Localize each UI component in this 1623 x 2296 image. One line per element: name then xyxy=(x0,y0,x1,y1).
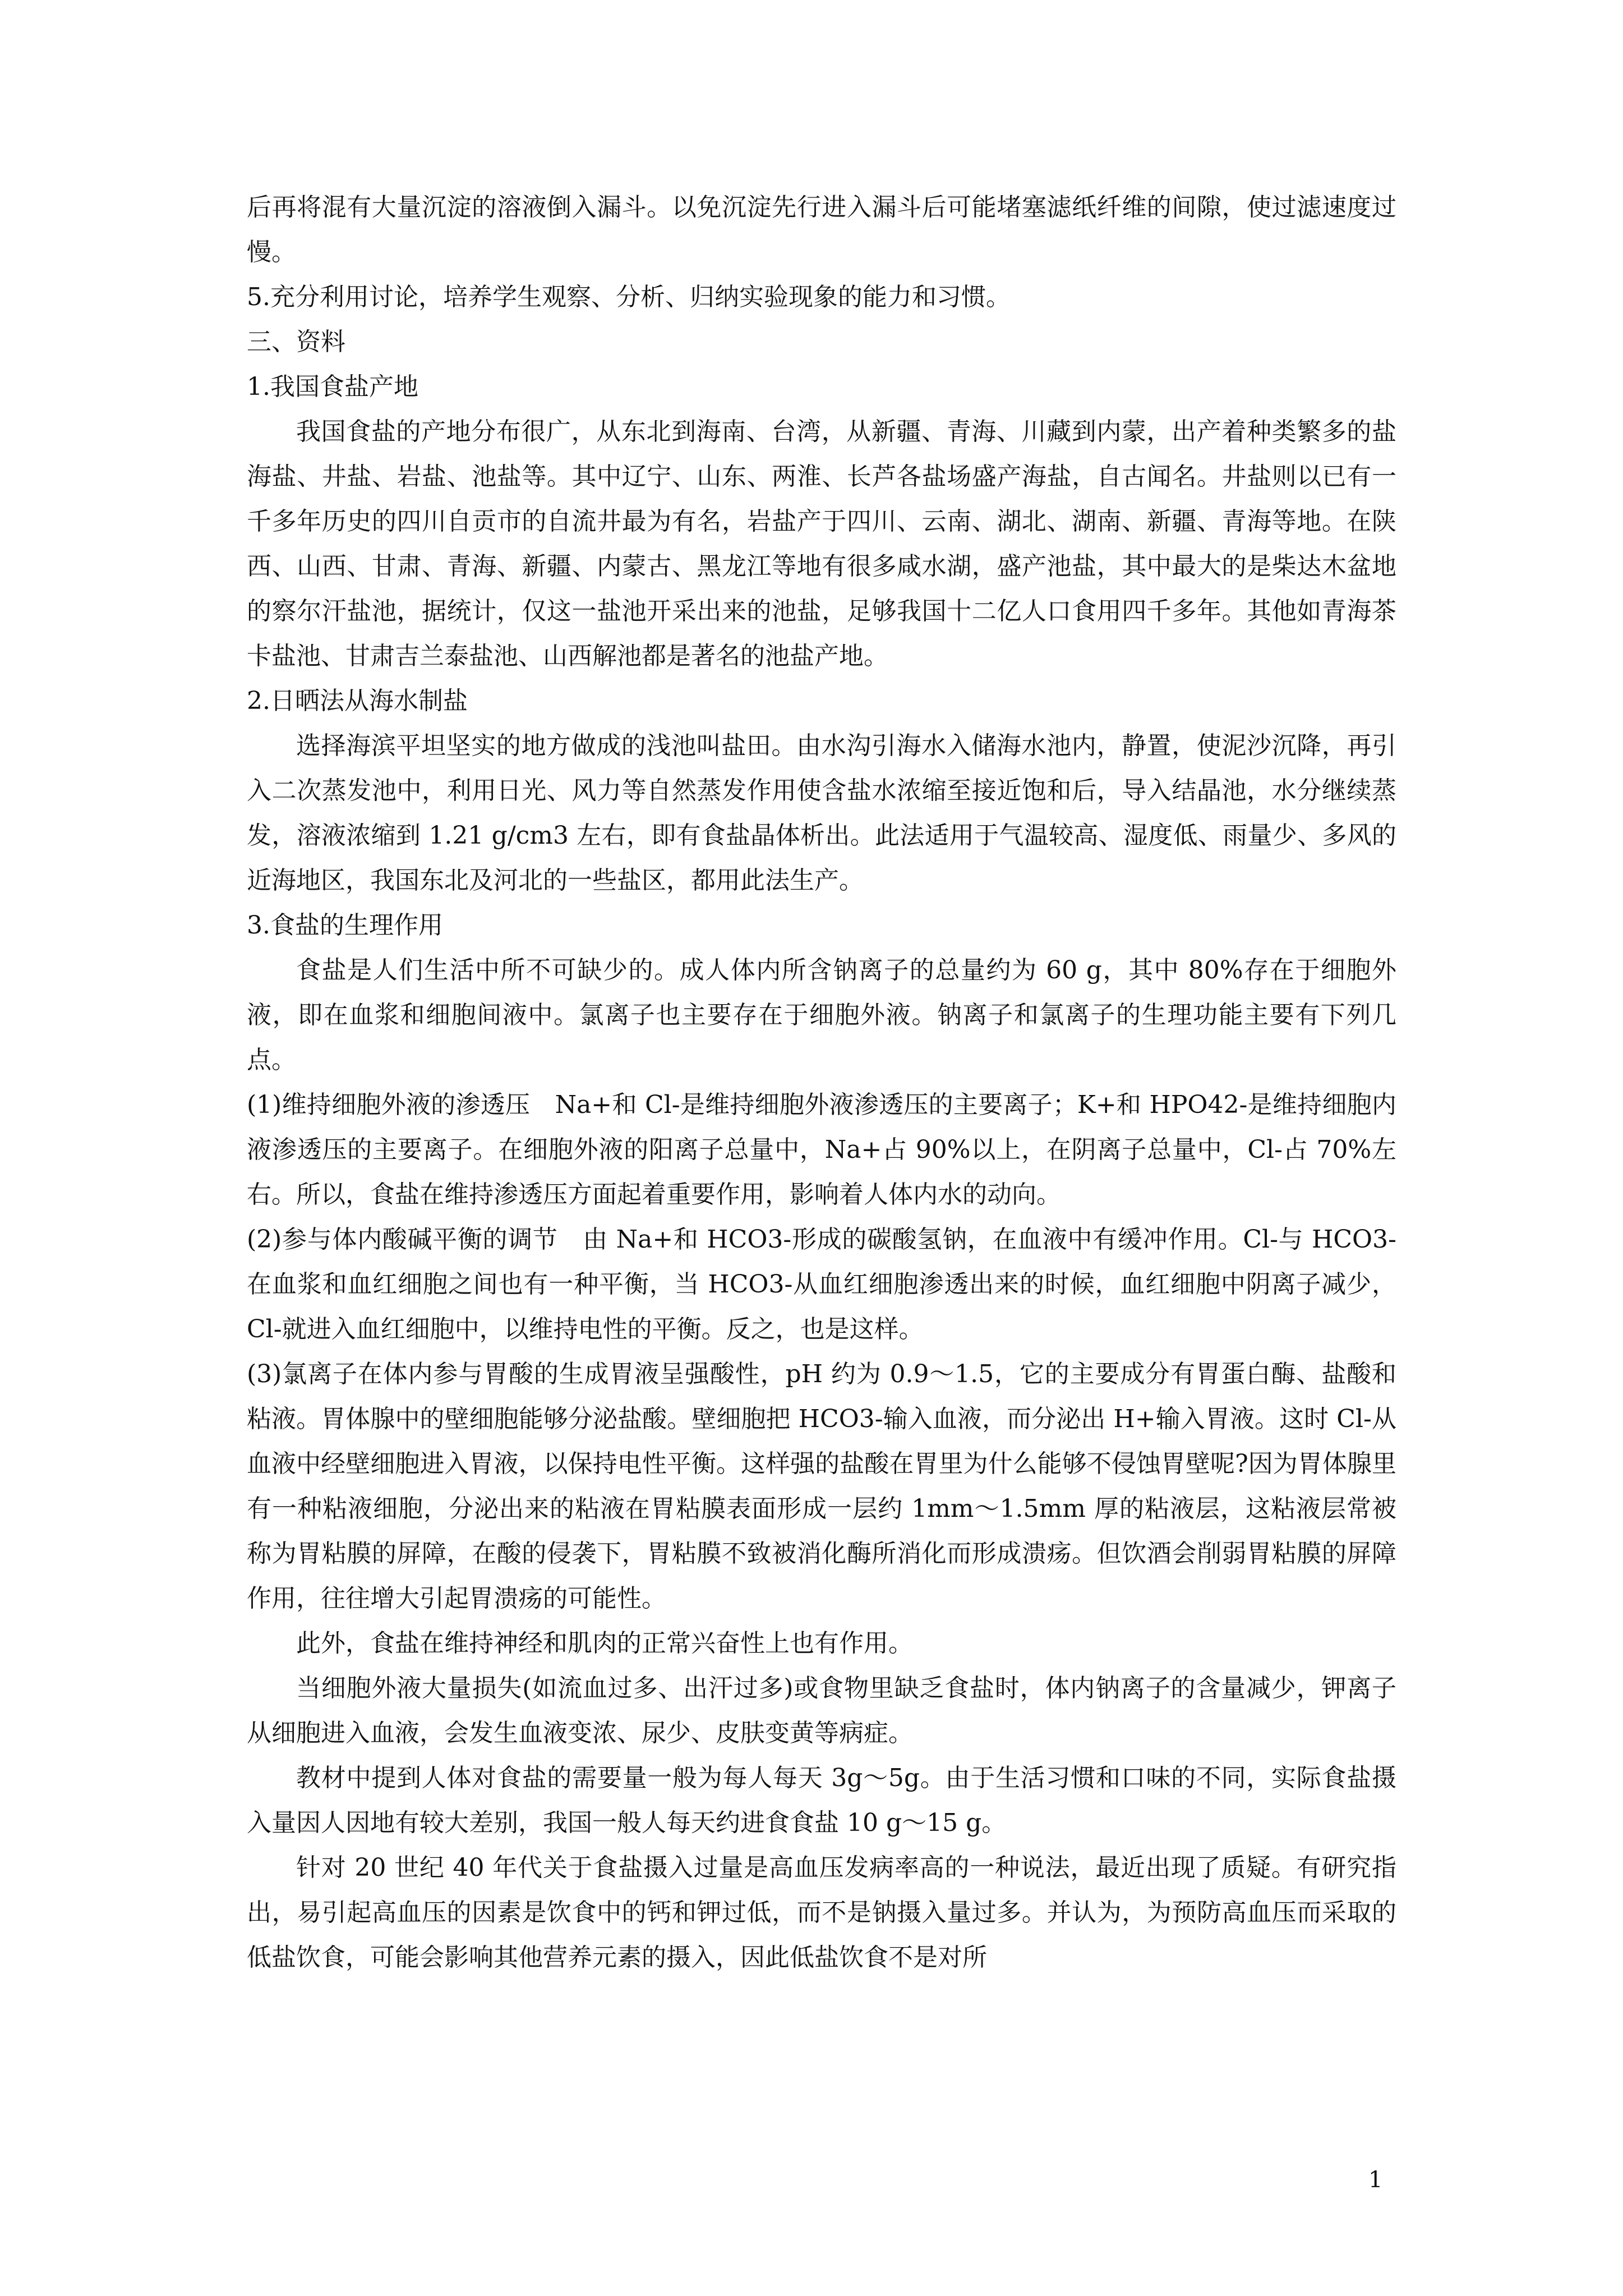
paragraph-osmotic-pressure: (1)维持细胞外液的渗透压 Na+和 Cl-是维持细胞外液渗透压的主要离子；K+和 HPO42-是维持细胞内液渗透压的主要离子。在细胞外液的阳离子总量中，Na+占 90%以上，在阴离子总量中，Cl-占 70%左右。所以，食盐在维持渗透压方面起着重要作用，影响着人体内水的动向。 xyxy=(247,1091,1396,1209)
paragraph-gastric-acid: (3)氯离子在体内参与胃酸的生成胃液呈强酸性，pH 约为 0.9～1.5，它的主要成分有胃蛋白酶、盐酸和粘液。胃体腺中的壁细胞能够分泌盐酸。壁细胞把 HCO3-输入血液，而分泌出 H+输入胃液。这时 Cl-从血液中经壁细胞进入胃液，以保持电性平衡。这样强的盐酸在胃里为什么能够不侵蚀胃壁呢?因为胃体腺里有一种粘液细胞，分泌出来的粘液在胃粘膜表面形成一层约 1mm～1.5mm 厚的粘液层，这粘液层常被称为胃粘膜的屏障，在酸的侵袭下，胃粘膜不致被消化酶所消化而形成溃疡。但饮酒会削弱胃粘膜的屏障作用，往往增大引起胃溃疡的可能性。 xyxy=(247,1360,1396,1613)
paragraph-nerve-muscle: 此外，食盐在维持神经和肌肉的正常兴奋性上也有作用。 xyxy=(296,1629,913,1658)
point-5-discussion: 5.充分利用讨论，培养学生观察、分析、归纳实验现象的能力和习惯。 xyxy=(247,283,1011,311)
paragraph-acid-base-balance: (2)参与体内酸碱平衡的调节 由 Na+和 HCO3-形成的碳酸氢钠，在血液中有缓冲作用。Cl-与 HCO3-在血浆和血红细胞之间也有一种平衡，当 HCO3-从血红细胞渗透出来的时候，血红细胞中阴离子减少，Cl-就进入血红细胞中，以维持电性的平衡。反之，也是这样。 xyxy=(247,1225,1396,1343)
subheading-salt-origin: 1.我国食盐产地 xyxy=(247,372,418,401)
paragraph-physiological-intro: 食盐是人们生活中所不可缺少的。成人体内所含钠离子的总量约为 60 g，其中 80%存在于细胞外液，即在血浆和细胞间液中。氯离子也主要存在于细胞外液。钠离子和氯离子的生理功能主要有下列几点。 xyxy=(247,956,1396,1074)
paragraph-sea-salt-method: 选择海滨平坦坚实的地方做成的浅池叫盐田。由水沟引海水入储海水池内，静置，使泥沙沉降，再引入二次蒸发池中，利用日光、风力等自然蒸发作用使含盐水浓缩至接近饱和后，导入结晶池，水分继续蒸发，溶液浓缩到 1.21 g/cm3 左右，即有食盐晶体析出。此法适用于气温较高、湿度低、雨量少、多风的近海地区，我国东北及河北的一些盐区，都用此法生产。 xyxy=(247,731,1396,895)
subheading-physiological-role: 3.食盐的生理作用 xyxy=(247,911,443,940)
paragraph-hypertension: 针对 20 世纪 40 年代关于食盐摄入过量是高血压发病率高的一种说法，最近出现了质疑。有研究指出，易引起高血压的因素是饮食中的钙和钾过低，而不是钠摄入量过多。并认为，为预防高血压而采取的低盐饮食，可能会影响其他营养元素的摄入，因此低盐饮食不是对所 xyxy=(247,1853,1396,1972)
paragraph-daily-intake: 教材中提到人体对食盐的需要量一般为每人每天 3g～5g。由于生活习惯和口味的不同，实际食盐摄入量因人因地有较大差别，我国一般人每天约进食食盐 10 g～15 g。 xyxy=(247,1764,1396,1837)
document-body xyxy=(247,185,1396,1980)
page-number: 1 xyxy=(1368,2167,1383,2193)
subheading-sea-salt-method: 2.日晒法从海水制盐 xyxy=(247,687,468,715)
paragraph-filtration-continued: 后再将混有大量沉淀的溶液倒入漏斗。以免沉淀先行进入漏斗后可能堵塞滤纸纤维的间隙，使过滤速度过慢。 xyxy=(247,193,1396,266)
paragraph-salt-origin: 我国食盐的产地分布很广，从东北到海南、台湾，从新疆、青海、川藏到内蒙，出产着种类繁多的盐 海盐、井盐、岩盐、池盐等。其中辽宁、山东、两淮、长芦各盐场盛产海盐，自古闻名。井盐则以已有一千多年历史的四川自贡市的自流井最为有名，岩盐产于四川、云南、湖北、湖南、新疆、青海等地。在陕西、山西、甘肃、青海、新疆、内蒙古、黑龙江等地有很多咸水湖，盛产池盐，其中最大的是柴达木盆地的察尔汗盐池，据统计，仅这一盐池开采出来的池盐，足够我国十二亿人口食用四千多年。其他如青海茶卡盐池、甘肃吉兰泰盐池、山西解池都是著名的池盐产地。 xyxy=(247,417,1396,670)
section-heading-materials: 三、资料 xyxy=(247,328,345,356)
paragraph-fluid-loss: 当细胞外液大量损失(如流血过多、出汗过多)或食物里缺乏食盐时，体内钠离子的含量减少，钾离子从细胞进入血液，会发生血液变浓、尿少、皮肤变黄等病症。 xyxy=(247,1674,1396,1747)
